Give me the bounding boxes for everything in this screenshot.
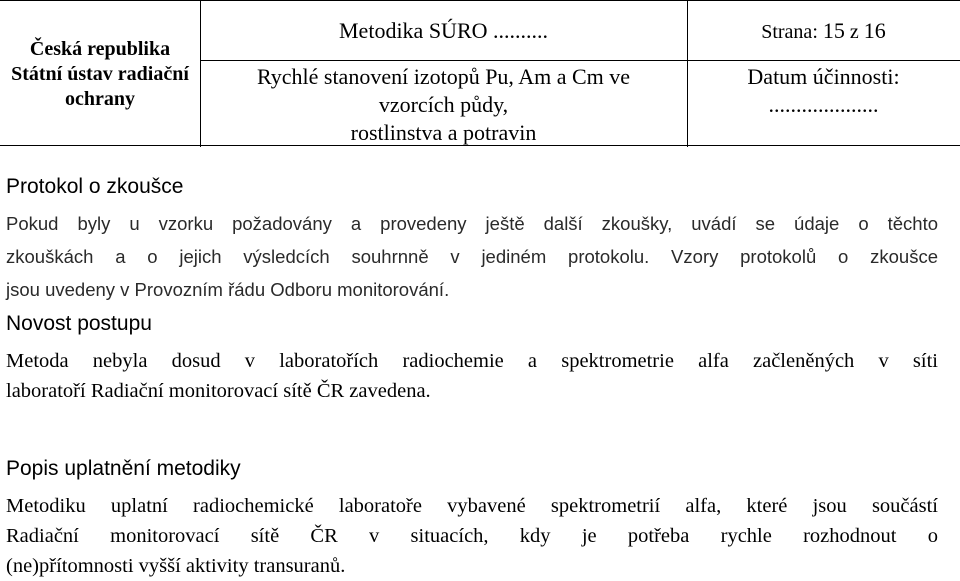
organization-name <box>0 1 200 147</box>
paragraph-line: Metoda nebyla dosud v laboratořích radiochemie a spektrometrie alfa začleněných v síti <box>6 350 938 372</box>
page-label: Strana: <box>761 21 818 43</box>
document-title: Metodika SÚRO .......... <box>339 18 548 43</box>
method-name <box>200 60 687 147</box>
effective-label: Datum účinnosti: <box>747 64 900 89</box>
org-line: Státní ústav radiační <box>11 63 189 85</box>
paragraph-line: Metodiku uplatní radiochemické laboratoře vybavené spektrometrií alfa, které jsou součástí <box>6 495 938 517</box>
page-total: 16 <box>863 18 886 43</box>
page-of: z <box>849 21 859 43</box>
section-title-novelty: Novost postupu <box>6 312 152 335</box>
paragraph-application <box>6 491 938 581</box>
org-line: ochrany <box>65 88 135 110</box>
page-current: 15 <box>822 18 845 43</box>
effective-value: .................... <box>768 92 879 117</box>
method-line: vzorcích půdy, <box>378 92 509 117</box>
method-line: rostlinstva a potravin <box>350 120 537 145</box>
paragraph-line: Radiační monitorovací sítě ČR v situacích, kdy je potřeba rychle rozhodnout o <box>6 525 938 547</box>
paragraph-line: Pokud byly u vzorku požadovány a provedeny ještě další zkoušky, uvádí se údaje o těchto <box>6 213 938 234</box>
paragraph-line: zkouškách a o jejich výsledcích souhrnně v jediném protokolu. Vzory protokolů o zkoušce <box>6 246 938 267</box>
section-title-protocol: Protokol o zkoušce <box>6 175 184 198</box>
paragraph-line: (ne)přítomnosti vyšší aktivity transuranů. <box>6 555 346 577</box>
document-header <box>0 0 960 146</box>
section-title-application: Popis uplatnění metodiky <box>6 457 241 480</box>
paragraph-novelty <box>6 346 938 406</box>
paragraph-line: laboratoří Radiační monitorovací sítě ČR zavedena. <box>6 380 431 402</box>
org-line: Česká republika <box>29 38 171 60</box>
effective-date <box>687 60 960 147</box>
paragraph-protocol <box>6 207 938 306</box>
paragraph-line: jsou uvedeny v Provozním řádu Odboru monitorování. <box>6 279 450 300</box>
method-line: Rychlé stanovení izotopů Pu, Am a Cm ve <box>256 64 631 89</box>
page-number <box>687 1 960 60</box>
